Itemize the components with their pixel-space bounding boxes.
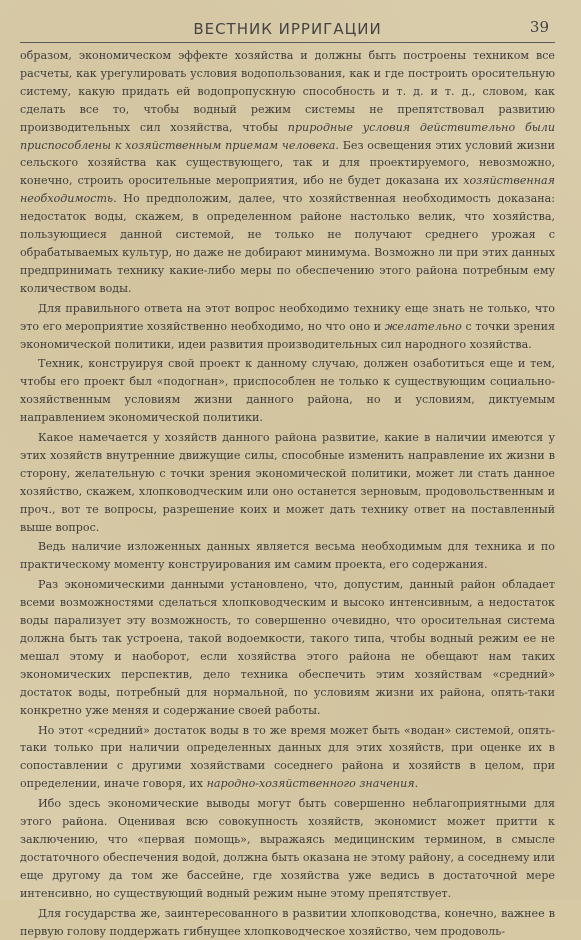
paragraph-8: Ибо здесь экономические выводы могут быть совершенно неблагоприятными для этого района. Оценивая всю совокупность хозяйств, экономист может притти к заключению, что «первая помощь», выражаясь медицинским термином, в смысле достаточного обеспечения водой, должна быть оказана не этому району, а соседнему или еще другому да том же бассейне, где хозяйства уже ведись в достаточной мере интенсивно, но существующий водный режим ныне этому препятствует.: [20, 797, 555, 900]
paragraph-3: Техник, конструируя свой проект к данному случаю, должен озаботиться еще и тем, чтобы его проект был «подогнан», приспособлен не только к существующим социально-хозяйственным условиям жизни данного района, но и условиям, диктуемым направлением экономической политики.: [20, 357, 555, 425]
paragraph-6: Раз экономическими данными установлено, что, допустим, данный район обладает всеми возможностями сделаться хлопководческим и высоко интенсивным, а недостаток воды парализует эту возможность, то совершенно очевидно, что оросительная система должна быть так устроена, такой водоемкости, такого типа, чтобы водный режим ее не мешал этому и наоборот, если хозяйства этого района не обещают нам таких экономических перспектив, дело техника обеспечить этим хозяйствам «средний» достаток воды, потребный для нормальной, по условиям жизни их района, опять-таки конкретно уже меняя и содержание своей работы.: [20, 578, 555, 717]
italic-phrase: природные условия действительно были приспособлены к хозяйственным приемам человека: [20, 120, 556, 152]
italic-phrase: народно-хозяйственного значения: [206, 777, 415, 791]
paragraph-1: образом, экономическом эффекте хозяйства и должны быть построены техником все расчеты, как урегулировать условия водопользования, как и где построить оросительную систему, какую придать ей водопропускную способность и т. д. и т. д., словом, как сделать все то, чтобы водный режим системы не препятствовал развитию производительных сил хозяйства, чтобы природные условия действительно были приспособлены к хозяйственным приемам человека. Без освещения этих условий жизни сельского хозяйства как существующего, так и для проектируемого, невозможно, конечно, строить оросительные мероприятия, ибо не будет доказана их хозяйственная необходимость. Но предположим, далее, что хозяйственная необходимость доказана: недостаток воды, скажем, в определенном районе настолько велик, что хозяйства, пользующиеся данной системой, не только не получают среднего урожая с обрабатываемых культур, но даже не добирают минимума. Возможно ли при этих данных предпринимать технику какие-либо меры по обеспечению этого района потребным ему количеством воды.: [20, 49, 556, 295]
paragraph-7: Но этот «средний» достаток воды в то же время может быть «водан» системой, опять-таки только при наличии определенных данных для этих хозяйств, при оценке их в сопоставлении с другими хозяйствами соседнего района и хозяйств в целом, при определении, иначе говоря, их народно-хозяйственного значения.: [20, 723, 555, 791]
article-body: [20, 47, 555, 940]
paragraph-4: Какое намечается у хозяйств данного района развитие, какие в наличии имеются у этих хозяйств внутренние движущие силы, способные изменить направление их жизни в сторону, желательную с точки зрения экономической политики, может ли стать данное хозяйство, скажем, хлопководческим или оно останется зерновым, продовольственным и проч., вот те вопросы, разрешение коих и может дать технику ответ на поставленный выше вопрос.: [20, 431, 555, 534]
journal-title: ВЕСТНИК ИРРИГАЦИИ: [193, 20, 382, 38]
page-header: [20, 14, 555, 43]
italic-phrase: желательно: [384, 319, 462, 333]
paragraph-2: Для правильного ответа на этот вопрос необходимо технику еще знать не только, что это его мероприятие хозяйственно необходимо, но что оно и желательно с точки зрения экономической политики, идеи развития производительных сил народного хозяйства.: [20, 301, 555, 351]
page-number: 39: [529, 18, 549, 36]
italic-phrase: хозяйственная необходимость: [20, 174, 555, 206]
paragraph-5: Ведь наличие изложенных данных является весьма необходимым для техника и по практическому моменту конструирования им самим проекта, его содержания.: [20, 540, 555, 572]
paragraph-9: Для государства же, заинтересованного в развитии хлопководства, конечно, важнее в первую голову поддержать гибнущее хлопководческое хозяйство, чем продоволь-: [20, 906, 555, 938]
